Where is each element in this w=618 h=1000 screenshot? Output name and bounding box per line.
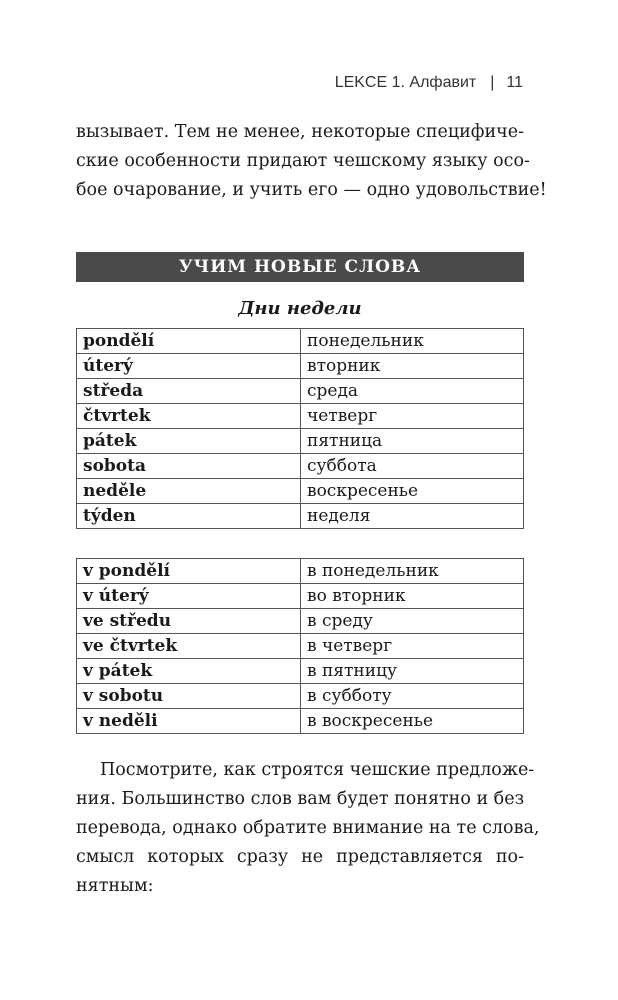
czech-word: neděle [77, 479, 301, 504]
russian-translation: в пятницу [301, 659, 524, 684]
russian-translation: суббота [301, 454, 524, 479]
table-row [77, 684, 524, 709]
czech-word: v sobotu [77, 684, 301, 709]
table-row [77, 479, 524, 504]
table-row [77, 559, 524, 584]
czech-word: úterý [77, 354, 301, 379]
on-days-table [76, 558, 524, 734]
czech-word: ve středu [77, 609, 301, 634]
text-line: бое очарование, и учить его — одно удовольствие! [76, 180, 547, 200]
russian-translation: в среду [301, 609, 524, 634]
russian-translation: понедельник [301, 329, 524, 354]
text-line: смысл которых сразу не представляется по- [76, 847, 524, 867]
text-line: перевода, однако обратите внимание на те слова, [76, 818, 540, 838]
czech-word: týden [77, 504, 301, 529]
czech-word: sobota [77, 454, 301, 479]
table-row [77, 609, 524, 634]
russian-translation: в понедельник [301, 559, 524, 584]
table-row [77, 659, 524, 684]
russian-translation: в четверг [301, 634, 524, 659]
table-row [77, 354, 524, 379]
table-row [77, 429, 524, 454]
text-line: нятным: [76, 876, 154, 896]
table-row [77, 454, 524, 479]
outro-paragraph [76, 756, 540, 901]
russian-translation: воскресенье [301, 479, 524, 504]
russian-translation: в воскресенье [301, 709, 524, 734]
russian-translation: четверг [301, 404, 524, 429]
table-row [77, 329, 524, 354]
page-number: 11 [506, 74, 523, 91]
header-separator: | [490, 74, 495, 91]
czech-word: pondělí [77, 329, 301, 354]
czech-word: pátek [77, 429, 301, 454]
table-row [77, 584, 524, 609]
russian-translation: неделя [301, 504, 524, 529]
russian-translation: пятница [301, 429, 524, 454]
czech-word: v neděli [77, 709, 301, 734]
table-row [77, 634, 524, 659]
czech-word: v pondělí [77, 559, 301, 584]
text-line: вызывает. Тем не менее, некоторые специфиче- [76, 122, 524, 142]
section-banner: УЧИМ НОВЫЕ СЛОВА [76, 252, 524, 282]
table-row [77, 379, 524, 404]
czech-word: v pátek [77, 659, 301, 684]
text-line: Посмотрите, как строятся чешские предложе- [100, 760, 535, 780]
running-header [335, 74, 523, 92]
russian-translation: вторник [301, 354, 524, 379]
table-row [77, 709, 524, 734]
running-title: LEKCE 1. Алфавит [334, 74, 477, 91]
czech-word: čtvrtek [77, 404, 301, 429]
czech-word: v úterý [77, 584, 301, 609]
russian-translation: во вторник [301, 584, 524, 609]
czech-word: středa [77, 379, 301, 404]
czech-word: ve čtvrtek [77, 634, 301, 659]
intro-paragraph [76, 118, 547, 205]
russian-translation: в субботу [301, 684, 524, 709]
russian-translation: среда [301, 379, 524, 404]
table-row [77, 404, 524, 429]
text-line: ские особенности придают чешскому языку осо- [76, 151, 530, 171]
table-row [77, 504, 524, 529]
text-line: ния. Большинство слов вам будет понятно и без [76, 789, 525, 809]
days-table [76, 328, 524, 529]
table-caption: Дни недели [238, 298, 362, 319]
